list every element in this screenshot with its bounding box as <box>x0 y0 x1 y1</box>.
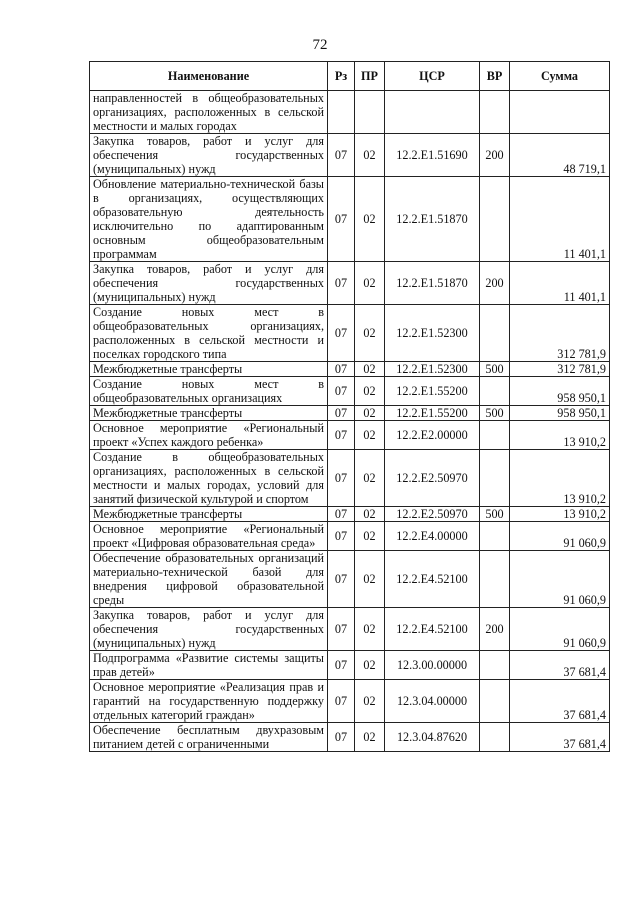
cell-name: Создание новых мест в общеобразовательных организациях, расположенных в сельской местности и поселках городского типа <box>90 305 328 362</box>
cell-sum: 37 681,4 <box>510 651 610 680</box>
cell-csr: 12.2.E4.52100 <box>385 551 480 608</box>
table-row <box>90 91 610 134</box>
cell-vr <box>480 91 510 134</box>
table-row <box>90 406 610 421</box>
cell-csr <box>385 91 480 134</box>
cell-sum: 13 910,2 <box>510 450 610 507</box>
cell-pr: 02 <box>355 608 385 651</box>
table-row <box>90 177 610 262</box>
cell-vr <box>480 305 510 362</box>
table-row <box>90 362 610 377</box>
cell-name: Межбюджетные трансферты <box>90 507 328 522</box>
cell-csr: 12.3.00.00000 <box>385 651 480 680</box>
cell-name: Обеспечение бесплатным двухразовым питанием детей с ограниченными <box>90 723 328 752</box>
cell-pr: 02 <box>355 723 385 752</box>
cell-rz: 07 <box>328 421 355 450</box>
cell-rz: 07 <box>328 134 355 177</box>
cell-pr: 02 <box>355 177 385 262</box>
cell-vr: 200 <box>480 608 510 651</box>
cell-vr: 200 <box>480 134 510 177</box>
cell-sum: 37 681,4 <box>510 723 610 752</box>
cell-rz: 07 <box>328 406 355 421</box>
table-row <box>90 450 610 507</box>
cell-vr <box>480 551 510 608</box>
cell-sum: 91 060,9 <box>510 522 610 551</box>
cell-vr: 500 <box>480 362 510 377</box>
header-sum: Сумма <box>510 62 610 91</box>
cell-rz: 07 <box>328 450 355 507</box>
cell-rz: 07 <box>328 262 355 305</box>
cell-sum: 37 681,4 <box>510 680 610 723</box>
cell-rz <box>328 91 355 134</box>
cell-sum: 958 950,1 <box>510 406 610 421</box>
cell-pr: 02 <box>355 651 385 680</box>
cell-name: Межбюджетные трансферты <box>90 406 328 421</box>
header-vr: ВР <box>480 62 510 91</box>
cell-name: Обновление материально-технической базы в организациях, осуществляющих образовательную деятельность исключительно по адаптированным основным общеобразовательным программам <box>90 177 328 262</box>
cell-vr: 500 <box>480 406 510 421</box>
cell-csr: 12.2.E4.52100 <box>385 608 480 651</box>
cell-rz: 07 <box>328 723 355 752</box>
cell-pr: 02 <box>355 421 385 450</box>
cell-rz: 07 <box>328 680 355 723</box>
header-pr: ПР <box>355 62 385 91</box>
budget-table <box>89 61 610 752</box>
cell-rz: 07 <box>328 522 355 551</box>
cell-pr: 02 <box>355 406 385 421</box>
table-row <box>90 551 610 608</box>
cell-csr: 12.2.E1.52300 <box>385 362 480 377</box>
cell-sum: 11 401,1 <box>510 177 610 262</box>
cell-pr: 02 <box>355 522 385 551</box>
table-row <box>90 305 610 362</box>
cell-name: направленностей в общеобразовательных организациях, расположенных в сельской местности и малых городах <box>90 91 328 134</box>
cell-rz: 07 <box>328 362 355 377</box>
table-row <box>90 377 610 406</box>
cell-pr: 02 <box>355 507 385 522</box>
cell-vr <box>480 377 510 406</box>
table-row <box>90 608 610 651</box>
header-csr: ЦСР <box>385 62 480 91</box>
cell-vr <box>480 723 510 752</box>
cell-vr: 200 <box>480 262 510 305</box>
cell-name: Закупка товаров, работ и услуг для обеспечения государственных (муниципальных) нужд <box>90 608 328 651</box>
cell-csr: 12.2.E1.51690 <box>385 134 480 177</box>
cell-name: Создание новых мест в общеобразовательных организациях <box>90 377 328 406</box>
table-row <box>90 723 610 752</box>
cell-name: Основное мероприятие «Реализация прав и гарантий на государственную поддержку отдельных категорий граждан» <box>90 680 328 723</box>
cell-pr: 02 <box>355 362 385 377</box>
cell-sum: 13 910,2 <box>510 421 610 450</box>
header-rz: Рз <box>328 62 355 91</box>
cell-pr: 02 <box>355 377 385 406</box>
cell-pr: 02 <box>355 262 385 305</box>
cell-sum: 48 719,1 <box>510 134 610 177</box>
cell-rz: 07 <box>328 507 355 522</box>
cell-name: Подпрограмма «Развитие системы защиты прав детей» <box>90 651 328 680</box>
cell-sum: 91 060,9 <box>510 608 610 651</box>
cell-csr: 12.2.E1.51870 <box>385 262 480 305</box>
cell-sum: 11 401,1 <box>510 262 610 305</box>
table-body <box>90 91 610 752</box>
cell-csr: 12.2.E2.50970 <box>385 507 480 522</box>
header-row <box>90 62 610 91</box>
cell-vr: 500 <box>480 507 510 522</box>
cell-vr <box>480 680 510 723</box>
table-row <box>90 651 610 680</box>
header-name: Наименование <box>90 62 328 91</box>
cell-rz: 07 <box>328 377 355 406</box>
table-row <box>90 507 610 522</box>
cell-sum: 13 910,2 <box>510 507 610 522</box>
cell-rz: 07 <box>328 177 355 262</box>
cell-rz: 07 <box>328 651 355 680</box>
cell-csr: 12.3.04.87620 <box>385 723 480 752</box>
cell-rz: 07 <box>328 608 355 651</box>
cell-name: Создание в общеобразовательных организациях, расположенных в сельской местности и малых городах, условий для занятий физической культурой и спортом <box>90 450 328 507</box>
table-row <box>90 421 610 450</box>
cell-csr: 12.2.E2.50970 <box>385 450 480 507</box>
cell-name: Закупка товаров, работ и услуг для обеспечения государственных (муниципальных) нужд <box>90 134 328 177</box>
cell-sum <box>510 91 610 134</box>
cell-vr <box>480 177 510 262</box>
cell-vr <box>480 651 510 680</box>
cell-rz: 07 <box>328 305 355 362</box>
cell-csr: 12.2.E1.51870 <box>385 177 480 262</box>
cell-vr <box>480 421 510 450</box>
cell-csr: 12.2.E1.55200 <box>385 406 480 421</box>
table-row <box>90 522 610 551</box>
cell-csr: 12.3.04.00000 <box>385 680 480 723</box>
cell-sum: 312 781,9 <box>510 305 610 362</box>
cell-pr: 02 <box>355 450 385 507</box>
cell-csr: 12.2.E1.55200 <box>385 377 480 406</box>
cell-name: Обеспечение образовательных организаций материально-технической базой для внедрения цифровой образовательной среды <box>90 551 328 608</box>
cell-csr: 12.2.E2.00000 <box>385 421 480 450</box>
cell-pr: 02 <box>355 680 385 723</box>
cell-pr: 02 <box>355 551 385 608</box>
cell-vr <box>480 522 510 551</box>
cell-sum: 312 781,9 <box>510 362 610 377</box>
cell-csr: 12.2.E4.00000 <box>385 522 480 551</box>
cell-pr <box>355 91 385 134</box>
table-row <box>90 134 610 177</box>
cell-name: Закупка товаров, работ и услуг для обеспечения государственных (муниципальных) нужд <box>90 262 328 305</box>
table-row <box>90 680 610 723</box>
table-row <box>90 262 610 305</box>
cell-pr: 02 <box>355 134 385 177</box>
cell-csr: 12.2.E1.52300 <box>385 305 480 362</box>
cell-sum: 91 060,9 <box>510 551 610 608</box>
cell-sum: 958 950,1 <box>510 377 610 406</box>
cell-vr <box>480 450 510 507</box>
cell-pr: 02 <box>355 305 385 362</box>
cell-rz: 07 <box>328 551 355 608</box>
table-header <box>90 62 610 91</box>
page-number: 72 <box>312 37 328 53</box>
cell-name: Основное мероприятие «Региональный проект «Успех каждого ребенка» <box>90 421 328 450</box>
cell-name: Межбюджетные трансферты <box>90 362 328 377</box>
cell-name: Основное мероприятие «Региональный проект «Цифровая образовательная среда» <box>90 522 328 551</box>
